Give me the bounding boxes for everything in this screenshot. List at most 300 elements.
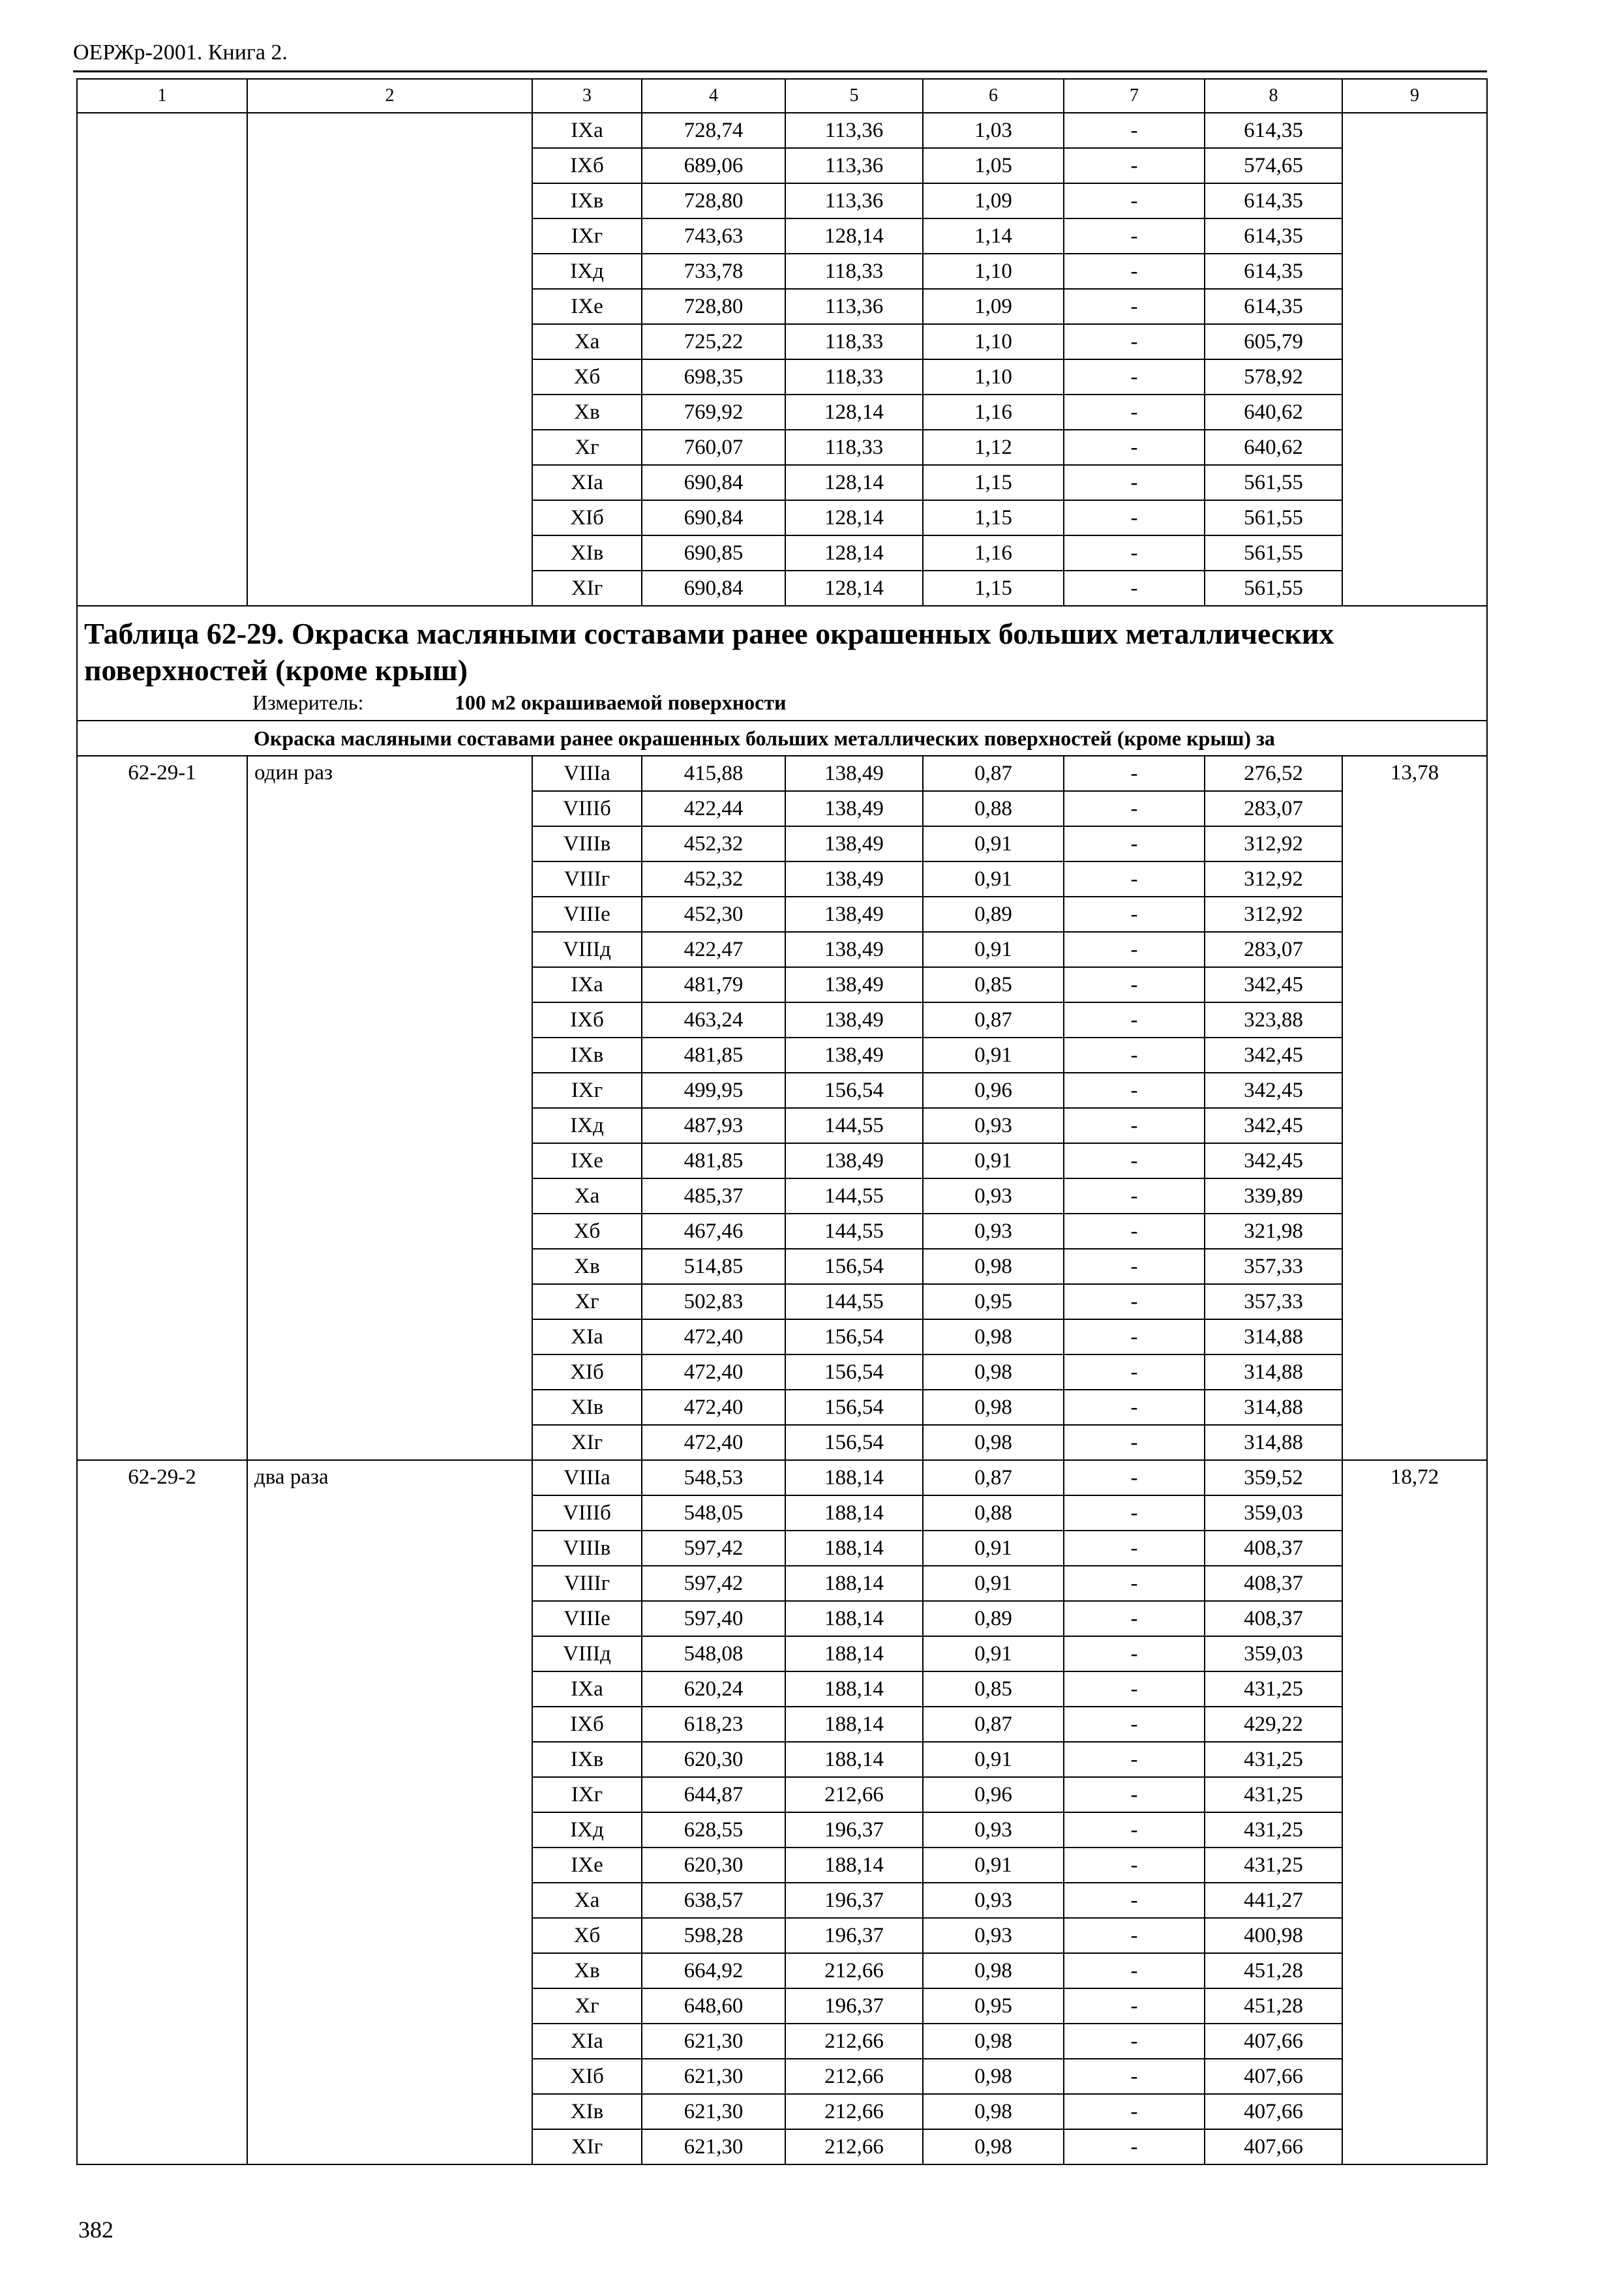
value-cell: 0,91 (923, 1636, 1064, 1671)
value-cell: 0,91 (923, 1742, 1064, 1777)
value-cell: Xа (532, 1178, 642, 1214)
value-cell: 0,87 (923, 1002, 1064, 1038)
value-cell: 156,54 (785, 1390, 923, 1425)
value-cell: 614,35 (1205, 113, 1342, 148)
value-cell: 638,57 (642, 1883, 785, 1918)
value-cell: 1,03 (923, 113, 1064, 148)
value-cell: 1,15 (923, 571, 1064, 606)
value-cell: Xв (532, 1953, 642, 1988)
value-cell: 481,85 (642, 1143, 785, 1178)
value-cell: 342,45 (1205, 1073, 1342, 1108)
value-cell: - (1064, 2094, 1205, 2129)
value-cell: 0,95 (923, 1284, 1064, 1319)
value-cell: 499,95 (642, 1073, 785, 1108)
value-cell: 128,14 (785, 571, 923, 606)
value-cell: 487,93 (642, 1108, 785, 1143)
value-cell: 1,05 (923, 148, 1064, 183)
value-cell: 128,14 (785, 500, 923, 535)
value-cell: 212,66 (785, 1953, 923, 1988)
norm-description: два раза (247, 1460, 532, 2164)
value-cell: - (1064, 1848, 1205, 1883)
value-cell: 431,25 (1205, 1777, 1342, 1812)
value-cell: IXв (532, 183, 642, 218)
value-cell: XIа (532, 1319, 642, 1354)
value-cell: 481,79 (642, 967, 785, 1002)
value-cell: IXд (532, 1108, 642, 1143)
value-cell: 0,96 (923, 1073, 1064, 1108)
value-cell: 156,54 (785, 1425, 923, 1460)
value-cell: XIб (532, 2059, 642, 2094)
value-cell: 431,25 (1205, 1671, 1342, 1707)
value-cell: - (1064, 1284, 1205, 1319)
value-cell: 339,89 (1205, 1178, 1342, 1214)
value-cell: 0,91 (923, 861, 1064, 897)
value-cell: 188,14 (785, 1636, 923, 1671)
value-cell: 0,85 (923, 967, 1064, 1002)
value-cell: IXд (532, 1812, 642, 1848)
value-cell: 614,35 (1205, 183, 1342, 218)
value-cell: - (1064, 395, 1205, 430)
value-cell: 452,30 (642, 897, 785, 932)
value-cell: 138,49 (785, 756, 923, 791)
value-cell: - (1064, 1495, 1205, 1531)
value-cell: 578,92 (1205, 359, 1342, 395)
value-cell: 0,98 (923, 2024, 1064, 2059)
value-cell: 514,85 (642, 1249, 785, 1284)
value-cell: 0,93 (923, 1918, 1064, 1953)
value-cell: 644,87 (642, 1777, 785, 1812)
value-cell: 0,91 (923, 1848, 1064, 1883)
value-cell: Xа (532, 324, 642, 359)
value-cell: 156,54 (785, 1354, 923, 1390)
value-cell: 429,22 (1205, 1707, 1342, 1742)
value-cell: - (1064, 1988, 1205, 2024)
value-cell: VIIIе (532, 897, 642, 932)
value-cell: 188,14 (785, 1601, 923, 1636)
value-cell: - (1064, 1143, 1205, 1178)
value-cell: - (1064, 1742, 1205, 1777)
value-cell: - (1064, 2024, 1205, 2059)
value-cell: - (1064, 1390, 1205, 1425)
column-number: 6 (923, 79, 1064, 113)
value-cell: 196,37 (785, 1883, 923, 1918)
page-number: 382 (78, 2217, 113, 2243)
value-cell: 113,36 (785, 148, 923, 183)
value-cell: 357,33 (1205, 1284, 1342, 1319)
value-cell: 342,45 (1205, 1038, 1342, 1073)
value-cell: 1,10 (923, 254, 1064, 289)
value-cell: - (1064, 254, 1205, 289)
value-cell: 0,91 (923, 826, 1064, 861)
value-cell: 1,14 (923, 218, 1064, 254)
value-cell: 0,93 (923, 1214, 1064, 1249)
value-cell: 620,30 (642, 1742, 785, 1777)
value-cell: 342,45 (1205, 1143, 1342, 1178)
value-cell: 733,78 (642, 254, 785, 289)
value-cell: - (1064, 1707, 1205, 1742)
value-cell: 188,14 (785, 1495, 923, 1531)
column-number: 9 (1342, 79, 1487, 113)
value-cell: 276,52 (1205, 756, 1342, 791)
measure-value: 100 м2 окрашиваемой поверхности (455, 691, 787, 714)
value-cell: - (1064, 324, 1205, 359)
value-cell: 0,93 (923, 1812, 1064, 1848)
value-cell: VIIIа (532, 756, 642, 791)
table-subtitle: Окраска масляными составами ранее окрашенных больших металлических поверхностей (кроме крыш) за (77, 721, 1487, 756)
value-cell: VIIIд (532, 932, 642, 967)
value-cell: VIIIг (532, 1566, 642, 1601)
value-cell: - (1064, 1214, 1205, 1249)
value-cell: 407,66 (1205, 2094, 1342, 2129)
value-cell: 620,30 (642, 1848, 785, 1883)
value-cell: 0,91 (923, 1143, 1064, 1178)
value-cell: 144,55 (785, 1214, 923, 1249)
value-cell: IXг (532, 1073, 642, 1108)
value-cell: 690,84 (642, 571, 785, 606)
value-cell: 621,30 (642, 2094, 785, 2129)
value-cell: 472,40 (642, 1390, 785, 1425)
value-cell: 188,14 (785, 1707, 923, 1742)
col9-value: 13,78 (1342, 756, 1487, 1460)
value-cell: 188,14 (785, 1460, 923, 1495)
value-cell: 212,66 (785, 2129, 923, 2164)
value-cell: IXб (532, 1707, 642, 1742)
value-cell: 1,10 (923, 359, 1064, 395)
value-cell: 597,40 (642, 1601, 785, 1636)
value-cell: 212,66 (785, 2094, 923, 2129)
value-cell: - (1064, 430, 1205, 465)
column-number: 2 (247, 79, 532, 113)
value-cell: 725,22 (642, 324, 785, 359)
value-cell: 359,03 (1205, 1636, 1342, 1671)
value-cell: 359,52 (1205, 1460, 1342, 1495)
value-cell: 463,24 (642, 1002, 785, 1038)
value-cell: - (1064, 1671, 1205, 1707)
value-cell: Xб (532, 1214, 642, 1249)
value-cell: 728,80 (642, 289, 785, 324)
value-cell: 760,07 (642, 430, 785, 465)
value-cell: 1,12 (923, 430, 1064, 465)
value-cell: 196,37 (785, 1812, 923, 1848)
value-cell: Xг (532, 1284, 642, 1319)
value-cell: 0,98 (923, 1354, 1064, 1390)
value-cell: 212,66 (785, 2059, 923, 2094)
table-row (77, 113, 1487, 148)
column-number: 4 (642, 79, 785, 113)
value-cell: 196,37 (785, 1918, 923, 1953)
measure-line (84, 689, 1480, 716)
value-cell: XIб (532, 500, 642, 535)
value-cell: 0,91 (923, 1038, 1064, 1073)
value-cell: 283,07 (1205, 932, 1342, 967)
value-cell: - (1064, 183, 1205, 218)
value-cell: - (1064, 1178, 1205, 1214)
value-cell: - (1064, 500, 1205, 535)
value-cell: - (1064, 1460, 1205, 1495)
value-cell: 769,92 (642, 395, 785, 430)
value-cell: IXв (532, 1742, 642, 1777)
value-cell: 690,85 (642, 535, 785, 571)
value-cell: - (1064, 756, 1205, 791)
value-cell: - (1064, 359, 1205, 395)
value-cell: 690,84 (642, 500, 785, 535)
column-number: 1 (77, 79, 247, 113)
table-title-row (77, 606, 1487, 721)
table-row (77, 1460, 1487, 1495)
value-cell: - (1064, 897, 1205, 932)
value-cell: 472,40 (642, 1354, 785, 1390)
value-cell: IXа (532, 113, 642, 148)
value-cell: 502,83 (642, 1284, 785, 1319)
value-cell: 0,98 (923, 1319, 1064, 1354)
value-cell: 1,16 (923, 395, 1064, 430)
value-cell: - (1064, 465, 1205, 500)
value-cell: 481,85 (642, 1038, 785, 1073)
value-cell: - (1064, 535, 1205, 571)
value-cell: - (1064, 1108, 1205, 1143)
value-cell: XIв (532, 1390, 642, 1425)
value-cell: IXа (532, 1671, 642, 1707)
value-cell: XIа (532, 465, 642, 500)
value-cell: Xг (532, 1988, 642, 2024)
value-cell: 0,98 (923, 1390, 1064, 1425)
norm-code: 62-29-2 (77, 1460, 247, 2164)
value-cell: 138,49 (785, 791, 923, 826)
value-cell: - (1064, 1425, 1205, 1460)
value-cell: 689,06 (642, 148, 785, 183)
value-cell: 144,55 (785, 1284, 923, 1319)
value-cell: - (1064, 1531, 1205, 1566)
value-cell: 138,49 (785, 861, 923, 897)
running-title: ОЕРЖр-2001. Книга 2. (73, 40, 288, 65)
value-cell: - (1064, 1777, 1205, 1812)
value-cell: 415,88 (642, 756, 785, 791)
value-cell: 156,54 (785, 1073, 923, 1108)
value-cell: 0,88 (923, 791, 1064, 826)
value-cell: 1,09 (923, 289, 1064, 324)
measure-label: Измеритель: (252, 691, 364, 714)
value-cell: 441,27 (1205, 1883, 1342, 1918)
value-cell: 0,87 (923, 1460, 1064, 1495)
value-cell: 188,14 (785, 1848, 923, 1883)
value-cell: IXб (532, 148, 642, 183)
value-cell: 312,92 (1205, 897, 1342, 932)
value-cell: 561,55 (1205, 535, 1342, 571)
value-cell: 312,92 (1205, 861, 1342, 897)
value-cell: - (1064, 1038, 1205, 1073)
value-cell: - (1064, 826, 1205, 861)
value-cell: 314,88 (1205, 1390, 1342, 1425)
value-cell: - (1064, 1812, 1205, 1848)
column-number: 5 (785, 79, 923, 113)
table-subtitle-row (77, 721, 1487, 756)
value-cell: - (1064, 148, 1205, 183)
value-cell: Xб (532, 359, 642, 395)
value-cell: 621,30 (642, 2059, 785, 2094)
value-cell: - (1064, 1002, 1205, 1038)
value-cell: - (1064, 861, 1205, 897)
value-cell: - (1064, 967, 1205, 1002)
value-cell: 188,14 (785, 1531, 923, 1566)
table-row (77, 756, 1487, 791)
value-cell: 640,62 (1205, 395, 1342, 430)
value-cell: 743,63 (642, 218, 785, 254)
value-cell: - (1064, 289, 1205, 324)
value-cell: 118,33 (785, 254, 923, 289)
value-cell: 312,92 (1205, 826, 1342, 861)
value-cell: 431,25 (1205, 1848, 1342, 1883)
value-cell: 156,54 (785, 1319, 923, 1354)
value-cell: 113,36 (785, 289, 923, 324)
value-cell: Xа (532, 1883, 642, 1918)
value-cell: 451,28 (1205, 1953, 1342, 1988)
value-cell: 342,45 (1205, 967, 1342, 1002)
value-cell: 614,35 (1205, 254, 1342, 289)
value-cell: 1,09 (923, 183, 1064, 218)
value-cell: 1,10 (923, 324, 1064, 359)
value-cell: 1,16 (923, 535, 1064, 571)
value-cell: 138,49 (785, 967, 923, 1002)
value-cell: 0,93 (923, 1178, 1064, 1214)
value-cell: - (1064, 1566, 1205, 1601)
value-cell: Xв (532, 395, 642, 430)
norm-description: один раз (247, 756, 532, 1460)
value-cell: 452,32 (642, 861, 785, 897)
header-rule (73, 70, 1487, 72)
value-cell: 0,93 (923, 1108, 1064, 1143)
value-cell: 621,30 (642, 2129, 785, 2164)
value-cell: 0,91 (923, 1566, 1064, 1601)
value-cell: - (1064, 932, 1205, 967)
col9-cell (1342, 113, 1487, 606)
value-cell: - (1064, 1354, 1205, 1390)
value-cell: 0,93 (923, 1883, 1064, 1918)
value-cell: 323,88 (1205, 1002, 1342, 1038)
value-cell: XIг (532, 2129, 642, 2164)
value-cell: 472,40 (642, 1425, 785, 1460)
value-cell: 1,15 (923, 465, 1064, 500)
value-cell: 138,49 (785, 1038, 923, 1073)
value-cell: VIIIб (532, 791, 642, 826)
value-cell: IXе (532, 1848, 642, 1883)
column-number-row (77, 79, 1487, 113)
value-cell: IXа (532, 967, 642, 1002)
value-cell: 597,42 (642, 1566, 785, 1601)
value-cell: 640,62 (1205, 430, 1342, 465)
value-cell: 598,28 (642, 1918, 785, 1953)
value-cell: 690,84 (642, 465, 785, 500)
value-cell: 664,92 (642, 1953, 785, 1988)
value-cell: 188,14 (785, 1742, 923, 1777)
value-cell: 144,55 (785, 1178, 923, 1214)
value-cell: - (1064, 1249, 1205, 1284)
value-cell: 138,49 (785, 932, 923, 967)
value-cell: 314,88 (1205, 1354, 1342, 1390)
value-cell: 698,35 (642, 359, 785, 395)
value-cell: - (1064, 113, 1205, 148)
value-cell: 452,32 (642, 826, 785, 861)
value-cell: Xб (532, 1918, 642, 1953)
value-cell: - (1064, 2129, 1205, 2164)
value-cell: 467,46 (642, 1214, 785, 1249)
value-cell: 628,55 (642, 1812, 785, 1848)
table-title-cell (77, 606, 1487, 721)
value-cell: 485,37 (642, 1178, 785, 1214)
value-cell: 138,49 (785, 1143, 923, 1178)
value-cell: IXг (532, 1777, 642, 1812)
value-cell: 342,45 (1205, 1108, 1342, 1143)
value-cell: 431,25 (1205, 1812, 1342, 1848)
value-cell: - (1064, 571, 1205, 606)
value-cell: 128,14 (785, 218, 923, 254)
value-cell: VIIIе (532, 1601, 642, 1636)
value-cell: VIIIа (532, 1460, 642, 1495)
value-cell: 407,66 (1205, 2059, 1342, 2094)
value-cell: IXб (532, 1002, 642, 1038)
value-cell: - (1064, 1319, 1205, 1354)
value-cell: 212,66 (785, 1777, 923, 1812)
value-cell: 728,80 (642, 183, 785, 218)
value-cell: - (1064, 791, 1205, 826)
value-cell: 605,79 (1205, 324, 1342, 359)
value-cell: 196,37 (785, 1988, 923, 2024)
value-cell: 0,95 (923, 1988, 1064, 2024)
value-cell: 400,98 (1205, 1918, 1342, 1953)
value-cell: 0,89 (923, 1601, 1064, 1636)
value-cell: IXе (532, 1143, 642, 1178)
value-cell: 0,98 (923, 1249, 1064, 1284)
value-cell: 1,15 (923, 500, 1064, 535)
value-cell: IXд (532, 254, 642, 289)
value-cell: IXв (532, 1038, 642, 1073)
value-cell: 138,49 (785, 1002, 923, 1038)
column-number: 3 (532, 79, 642, 113)
value-cell: - (1064, 1636, 1205, 1671)
value-cell: - (1064, 218, 1205, 254)
value-cell: 408,37 (1205, 1601, 1342, 1636)
value-cell: 408,37 (1205, 1531, 1342, 1566)
value-cell: XIа (532, 2024, 642, 2059)
value-cell: 128,14 (785, 395, 923, 430)
rates-table (76, 78, 1488, 2165)
value-cell: 0,87 (923, 756, 1064, 791)
norm-code: 62-29-1 (77, 756, 247, 1460)
code-cell (77, 113, 247, 606)
value-cell: XIг (532, 571, 642, 606)
value-cell: 548,08 (642, 1636, 785, 1671)
value-cell: 597,42 (642, 1531, 785, 1566)
value-cell: IXе (532, 289, 642, 324)
value-cell: 548,53 (642, 1460, 785, 1495)
value-cell: XIб (532, 1354, 642, 1390)
value-cell: - (1064, 1883, 1205, 1918)
value-cell: 0,98 (923, 2059, 1064, 2094)
value-cell: XIг (532, 1425, 642, 1460)
value-cell: 0,89 (923, 897, 1064, 932)
value-cell: 359,03 (1205, 1495, 1342, 1531)
value-cell: 144,55 (785, 1108, 923, 1143)
value-cell: 0,96 (923, 1777, 1064, 1812)
table-title: Таблица 62-29. Окраска масляными составами ранее окрашенных больших металлических поверхностей (кроме крыш) (84, 617, 1334, 687)
value-cell: 451,28 (1205, 1988, 1342, 2024)
value-cell: VIIIд (532, 1636, 642, 1671)
value-cell: 431,25 (1205, 1742, 1342, 1777)
value-cell: 614,35 (1205, 289, 1342, 324)
value-cell: 614,35 (1205, 218, 1342, 254)
value-cell: VIIIв (532, 1531, 642, 1566)
value-cell: 118,33 (785, 359, 923, 395)
value-cell: 0,87 (923, 1707, 1064, 1742)
